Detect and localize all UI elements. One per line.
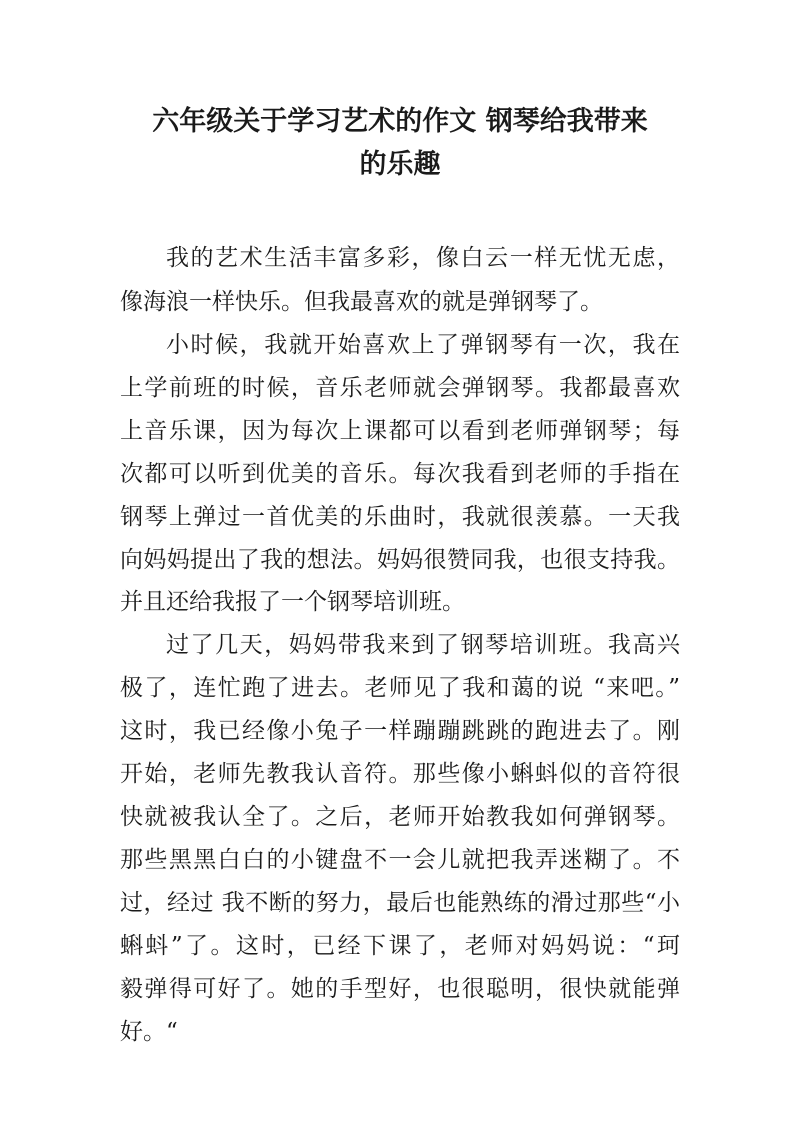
- paragraph-line: 小时候，我就开始喜欢上了弹钢琴有一次，我在: [166, 332, 680, 358]
- paragraph-line: 并且还给我报了一个钢琴培训班。: [120, 589, 465, 615]
- paragraph-line: 这时，我已经像小兔子一样蹦蹦跳跳的跑进去了。刚: [120, 718, 680, 744]
- paragraph-line: 次都可以听到优美的音乐。每次我看到老师的手指在: [120, 461, 680, 487]
- paragraph-line: 毅弹得可好了。她的手型好，也很聪明，很快就能弹: [120, 976, 680, 1002]
- paragraph-line: 开始，老师先教我认音符。那些像小蝌蚪似的音符很: [120, 761, 680, 787]
- paragraph-line: 向妈妈提出了我的想法。妈妈很赞同我，也很支持我。: [120, 547, 680, 573]
- paragraph-line: 好。“: [120, 1019, 178, 1045]
- paragraph-line: 我的艺术生活丰富多彩，像白云一样无忧无虑，: [166, 245, 680, 271]
- paragraph-line: 钢琴上弹过一首优美的乐曲时，我就很羡慕。一天我: [120, 504, 680, 530]
- paragraph-line: 上学前班的时候，音乐老师就会弹钢琴。我都最喜欢: [120, 375, 680, 401]
- document-title-line-2: 的乐趣: [359, 149, 441, 180]
- paragraph-line: 像海浪一样快乐。但我最喜欢的就是弹钢琴了。: [120, 289, 603, 315]
- paragraph-line: 过，经过 我不断的努力，最后也能熟练的滑过那些“小: [120, 890, 680, 916]
- document-title-line-1: 六年级关于学习艺术的作文 钢琴给我带来: [152, 106, 648, 137]
- paragraph-line: 过了几天，妈妈带我来到了钢琴培训班。我高兴: [166, 632, 680, 658]
- paragraph-line: 快就被我认全了。之后，老师开始教我如何弹钢琴。: [120, 804, 680, 830]
- paragraph-line: 上音乐课，因为每次上课都可以看到老师弹钢琴；每: [120, 418, 680, 444]
- paragraph-line: 极了，连忙跑了进去。老师见了我和蔼的说 “来吧。”: [120, 675, 680, 701]
- paragraph-line: 那些黑黑白白的小键盘不一会儿就把我弄迷糊了。不: [120, 847, 680, 873]
- paragraph-line: 蝌蚪”了。这时，已经下课了，老师对妈妈说：“珂: [120, 933, 680, 959]
